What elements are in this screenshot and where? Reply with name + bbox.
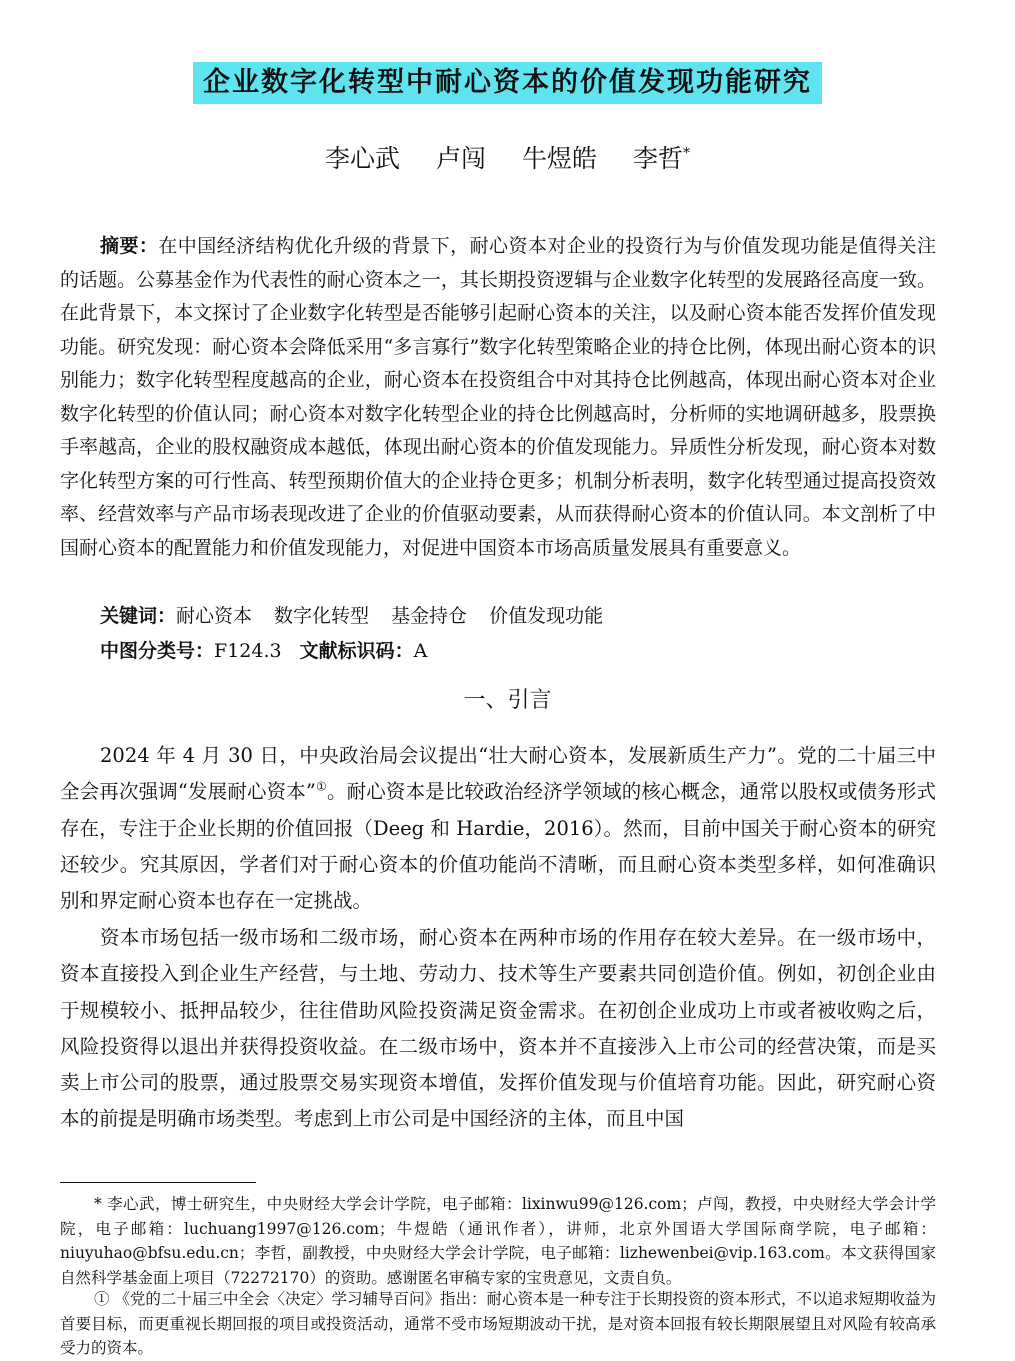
body-paragraph <box>60 738 936 919</box>
author-list <box>0 142 1015 176</box>
keywords <box>100 600 625 632</box>
paragraph-text: 。耐心资本是比较政治经济学领域的核心概念，通常以股权或债务形式存在，专注于企业长期的价值回报（Deeg 和 Hardie，2016）。然而，目前中国关于耐心资本的研究还较少。究其原因，学者们对于耐心资本的价值功能尚不清晰，而且耐心资本类型多样，如何准确识别和界定耐心资本也存在一定挑战。 <box>60 780 936 913</box>
title-block <box>0 62 1015 104</box>
author-name: 牛煜皓 <box>521 144 597 173</box>
paragraph-text: 2024 年 4 月 30 日，中央政治局会议提出“壮大耐心资本，发展新质生产力”。党的二十届三中全会再次强调“发展耐心资本” <box>60 744 936 804</box>
abstract <box>60 230 936 565</box>
author-name: 李哲 <box>632 144 683 173</box>
keyword: 数字化转型 <box>274 605 370 627</box>
paper-title: 企业数字化转型中耐心资本的价值发现功能研究 <box>193 62 822 104</box>
abstract-text: 在中国经济结构优化升级的背景下，耐心资本对企业的投资行为与价值发现功能是值得关注的话题。公募基金作为代表性的耐心资本之一，其长期投资逻辑与企业数字化转型的发展路径高度一致。在此背景下，本文探讨了企业数字化转型是否能够引起耐心资本的关注，以及耐心资本能否发挥价值发现功能。研究发现：耐心资本会降低采用“多言寡行”数字化转型策略企业的持仓比例，体现出耐心资本的识别能力；数字化转型程度越高的企业，耐心资本在投资组合中对其持仓比例越高，体现出耐心资本对企业数字化转型的价值认同；耐心资本对数字化转型企业的持仓比例越高时，分析师的实地调研越多，股票换手率越高，企业的股权融资成本越低，体现出耐心资本的价值发现能力。异质性分析发现，耐心资本对数字化转型方案的可行性高、转型预期价值大的企业持仓更多；机制分析表明，数字化转型通过提高投资效率、经营效率与产品市场表现改进了企业的价值驱动要素，从而获得耐心资本的价值认同。本文剖析了中国耐心资本的配置能力和价值发现能力，对促进中国资本市场高质量发展具有重要意义。 <box>60 235 936 559</box>
keyword: 价值发现功能 <box>489 605 604 627</box>
abstract-label: 摘要： <box>100 235 159 257</box>
author-footnote-mark: * <box>682 145 690 162</box>
section-heading: 一、引言 <box>463 688 552 713</box>
clc-value: F124.3 <box>214 640 282 662</box>
footnote-ref: ① <box>315 779 327 794</box>
keyword: 基金持仓 <box>391 605 468 627</box>
author-name-corresponding <box>633 144 690 173</box>
keywords-label: 关键词： <box>100 605 177 627</box>
classification <box>100 635 427 667</box>
keyword: 耐心资本 <box>176 605 253 627</box>
clc-label: 中图分类号： <box>100 640 215 662</box>
footnote-author-info: * 李心武，博士研究生，中央财经大学会计学院，电子邮箱：lixinwu99@126.com；卢闯，教授，中央财经大学会计学院，电子邮箱：luchuang1997@126.com；牛煜皓（通讯作者），讲师，北京外国语大学国际商学院，电子邮箱：niuyuhao@bfsu.edu.cn；李哲，副教授，中央财经大学会计学院，电子邮箱：lizhewenbei@vip.163.com。本文获得国家自然科学基金面上项目（72272170）的资助。感谢匿名审稿专家的宝贵意见，文责自负。 <box>60 1195 936 1287</box>
author-name: 卢闯 <box>436 144 487 173</box>
footnote-divider <box>60 1182 256 1183</box>
doc-code-value: A <box>413 640 428 662</box>
footnote-1: ① 《党的二十届三中全会〈决定〉学习辅导百问》指出：耐心资本是一种专注于长期投资的资本形式，不以追求短期收益为首要目标，而更重视长期回报的项目或投资活动，通常不受市场短期波动干扰，是对资本回报有较长期限展望且对风险有较高承受力的资本。 <box>60 1290 936 1357</box>
doc-code-label: 文献标识码： <box>299 640 414 662</box>
body-paragraph: 资本市场包括一级市场和二级市场，耐心资本在两种市场的作用存在较大差异。在一级市场中，资本直接投入到企业生产经营，与土地、劳动力、技术等生产要素共同创造价值。例如，初创企业由于规模较小、抵押品较少，往往借助风险投资满足资金需求。在初创企业成功上市或者被收购之后，风险投资得以退出并获得投资收益。在二级市场中，资本并不直接涉入上市公司的经营决策，而是买卖上市公司的股票，通过股票交易实现资本增值，发挥价值发现与价值培育功能。因此，研究耐心资本的前提是明确市场类型。考虑到上市公司是中国经济的主体，而且中国 <box>60 926 936 1131</box>
author-name: 李心武 <box>325 144 401 173</box>
